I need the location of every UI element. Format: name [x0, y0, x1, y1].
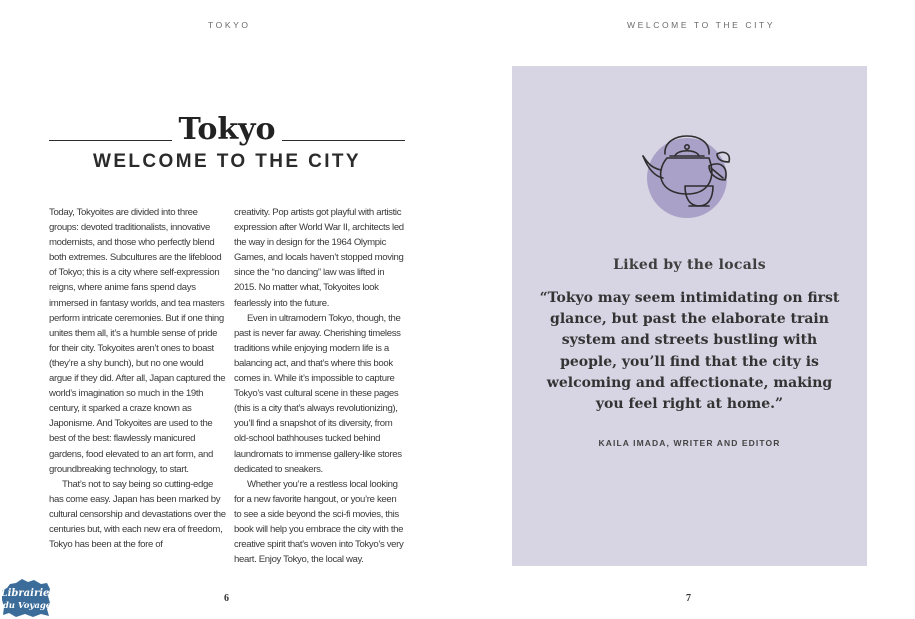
article-subtitle: WELCOME TO THE CITY: [93, 151, 361, 172]
article-title-text: Tokyo: [172, 112, 281, 147]
paragraph: Even in ultramodern Tokyo, though, the past is never far away. Cherishing timeless traditions while enjoying modern life is a balancing act, and that’s where this book comes in. While it’s impossible to capture Tokyo’s vast cultural scene in these pages (this is a city that’s always revolutionizing), you’ll find a snapshot of its diversity, from old-school bathhouses tucked behind laundromats to immense gallery-like stores dedicated to sneakers.: [234, 312, 402, 475]
page-number-right: 7: [686, 593, 691, 604]
quote-attribution: KAILA IMADA, WRITER AND EDITOR: [598, 438, 781, 448]
paragraph: That’s not to say being so cutting-edge has come easy. Japan has been marked by cultural censorship and devastations over the centuries but, with each new era of freedom, Tokyo has been at the fore of: [49, 478, 226, 551]
watermark-line1: Librairie: [1, 588, 50, 599]
page-number-left: 6: [224, 593, 229, 604]
teapot-icon: [637, 114, 737, 226]
running-head-left: TOKYO: [208, 20, 251, 30]
panel-heading: Liked by the locals: [613, 257, 766, 273]
paragraph: Whether you’re a restless local looking for a new favorite hangout, or you’re keen to see a side beyond the sci-fi movies, this book will help you embrace the city with the creative spirit that’s woven into Tokyo’s very heart. Enjoy Tokyo, the local way.: [234, 478, 404, 566]
paragraph: Today, Tokyoites are divided into three groups: devoted traditionalists, innovative modernists, and those who perfectly blend both extremes. Subcultures are the lifeblood of Tokyo; this is a city where self-expression reigns, where anime fans spend days immersed in fantasy worlds, and tea masters perform intricate ceremonies. But if one thing unites them all, it’s a humble sense of pride for their city. Tokyoites aren’t ones to boast (they’re a shy bunch), but no one would argue if they did. After all, Japan captured the world’s imagination so much in the 19th century, it sparked a craze known as Japonisme. And Tokyoites are used to the best of the best: flawlessly manicured gardens, food elevated to an art form, and groundbreaking technology, to start.: [49, 207, 226, 475]
quote-panel: [512, 66, 867, 566]
running-head-right: WELCOME TO THE CITY: [627, 20, 776, 30]
watermark-logo: [1, 576, 51, 618]
pull-quote: “Tokyo may seem intimidating on first glance, but past the elaborate train system and streets bustling with people, you’ll find that the city is welcoming and affectionate, making you feel right at home.”: [539, 290, 840, 413]
watermark-line2: du Voyage: [2, 601, 51, 611]
paragraph: creativity. Pop artists got playful with artistic expression after World War II, architects led the way in design for the 1964 Olympic Games, and locals haven’t stopped moving since the “no dancing” law was lifted in 2015. No matter what, Tokyoites look fearlessly into the future.: [234, 207, 404, 309]
body-column-left: [49, 205, 226, 552]
article-title: [49, 108, 405, 152]
body-column-right: [234, 205, 405, 567]
